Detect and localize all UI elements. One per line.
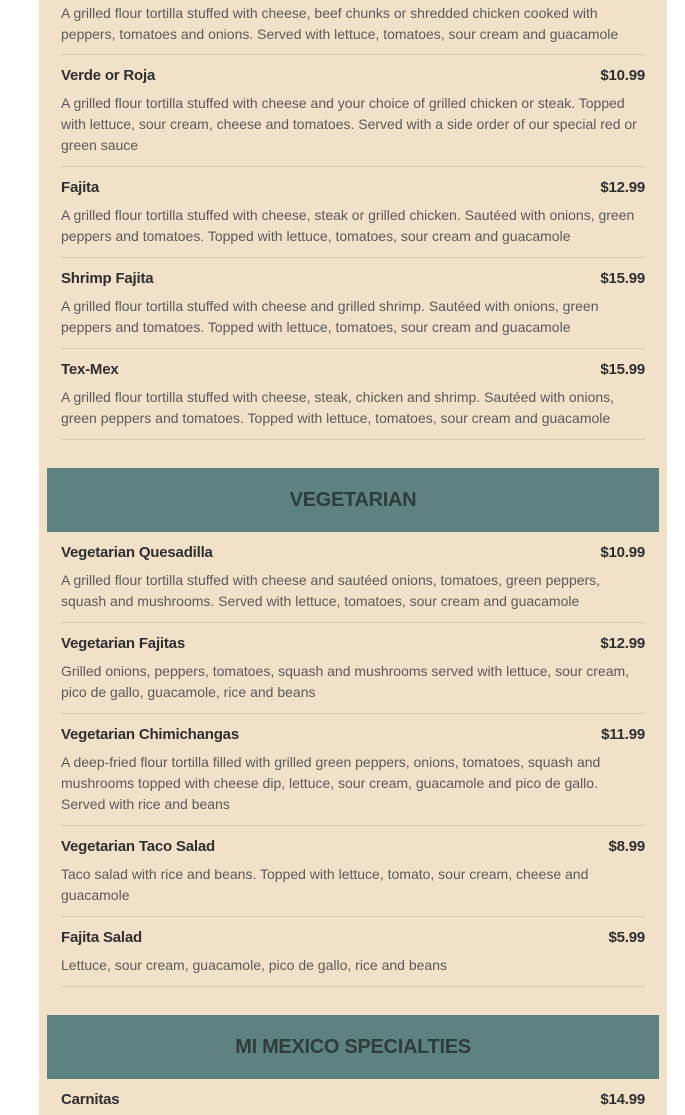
item-price: $5.99	[608, 929, 645, 946]
item-price: $10.99	[600, 544, 645, 561]
item-price: $8.99	[608, 838, 645, 855]
item-price: $15.99	[600, 270, 645, 287]
menu-item	[61, 929, 645, 987]
menu-item	[61, 635, 645, 714]
item-description: A grilled flour tortilla stuffed with cheese and grilled shrimp. Sautéed with onions, green peppers and tomatoes. Topped with lettuce, tomatoes, sour cream and guacamole	[61, 298, 599, 335]
item-name: Vegetarian Chimichangas	[61, 726, 239, 743]
menu-item	[61, 1091, 645, 1115]
item-price: $12.99	[600, 635, 645, 652]
section-header-specialties	[47, 1015, 659, 1079]
menu-item	[61, 361, 645, 440]
item-description: A grilled flour tortilla stuffed with cheese and sautéed onions, tomatoes, green peppers, squash and mushrooms. Served with lettuce, tomatoes, sour cream and guacamole	[61, 572, 601, 609]
section-title: MI MEXICO SPECIALTIES	[235, 1035, 471, 1058]
menu-item	[61, 270, 645, 349]
menu-item	[61, 544, 645, 623]
item-name: Vegetarian Quesadilla	[61, 544, 213, 561]
item-price: $12.99	[600, 179, 645, 196]
item-description: A grilled flour tortilla stuffed with cheese and your choice of grilled chicken or steak. Topped with lettuce, sour cream, cheese and tomatoes. Served with a side order of our special red or green sauce	[61, 95, 637, 153]
item-name: Fajita	[61, 179, 99, 196]
item-description: Grilled onions, peppers, tomatoes, squash and mushrooms served with lettuce, sour cream, pico de gallo, guacamole, rice and beans	[61, 663, 630, 700]
menu-item	[61, 726, 645, 826]
menu-item	[61, 838, 645, 917]
item-price: $10.99	[600, 67, 645, 84]
item-price: $14.99	[600, 1091, 645, 1108]
item-name: Shrimp Fajita	[61, 270, 154, 287]
item-price: $11.99	[601, 726, 645, 743]
item-description: A grilled flour tortilla stuffed with cheese, beef chunks or shredded chicken cooked with peppers, tomatoes and onions. Served with lettuce, tomatoes, sour cream and guacamole	[61, 5, 619, 42]
item-description: A grilled flour tortilla stuffed with cheese, steak, chicken and shrimp. Sautéed with onions, green peppers and tomatoes. Topped with lettuce, tomatoes, sour cream and guacamole	[61, 389, 615, 426]
item-name: Carnitas	[61, 1091, 120, 1108]
menu-item	[61, 67, 645, 167]
item-description: A grilled flour tortilla stuffed with cheese, steak or grilled chicken. Sautéed with onions, green peppers and tomatoes. Topped with lettuce, tomatoes, sour cream and guacamole	[61, 207, 635, 244]
menu-item	[61, 179, 645, 258]
section-title: VEGETARIAN	[289, 488, 417, 511]
item-name: Vegetarian Taco Salad	[61, 838, 215, 855]
item-name: Fajita Salad	[61, 929, 142, 946]
item-name: Verde or Roja	[61, 67, 156, 84]
item-name: Vegetarian Fajitas	[61, 635, 185, 652]
item-name: Tex-Mex	[61, 361, 119, 378]
item-price: $15.99	[600, 361, 645, 378]
menu-item	[61, 0, 645, 55]
item-description: Taco salad with rice and beans. Topped with lettuce, tomato, sour cream, cheese and guacamole	[61, 866, 589, 903]
item-description: Lettuce, sour cream, guacamole, pico de gallo, rice and beans	[61, 957, 448, 973]
section-header-vegetarian	[47, 468, 659, 532]
item-description: A deep-fried flour tortilla filled with grilled green peppers, onions, tomatoes, squash and mushrooms topped with cheese dip, lettuce, sour cream, guacamole and pico de gallo. Served with rice and beans	[61, 754, 601, 812]
